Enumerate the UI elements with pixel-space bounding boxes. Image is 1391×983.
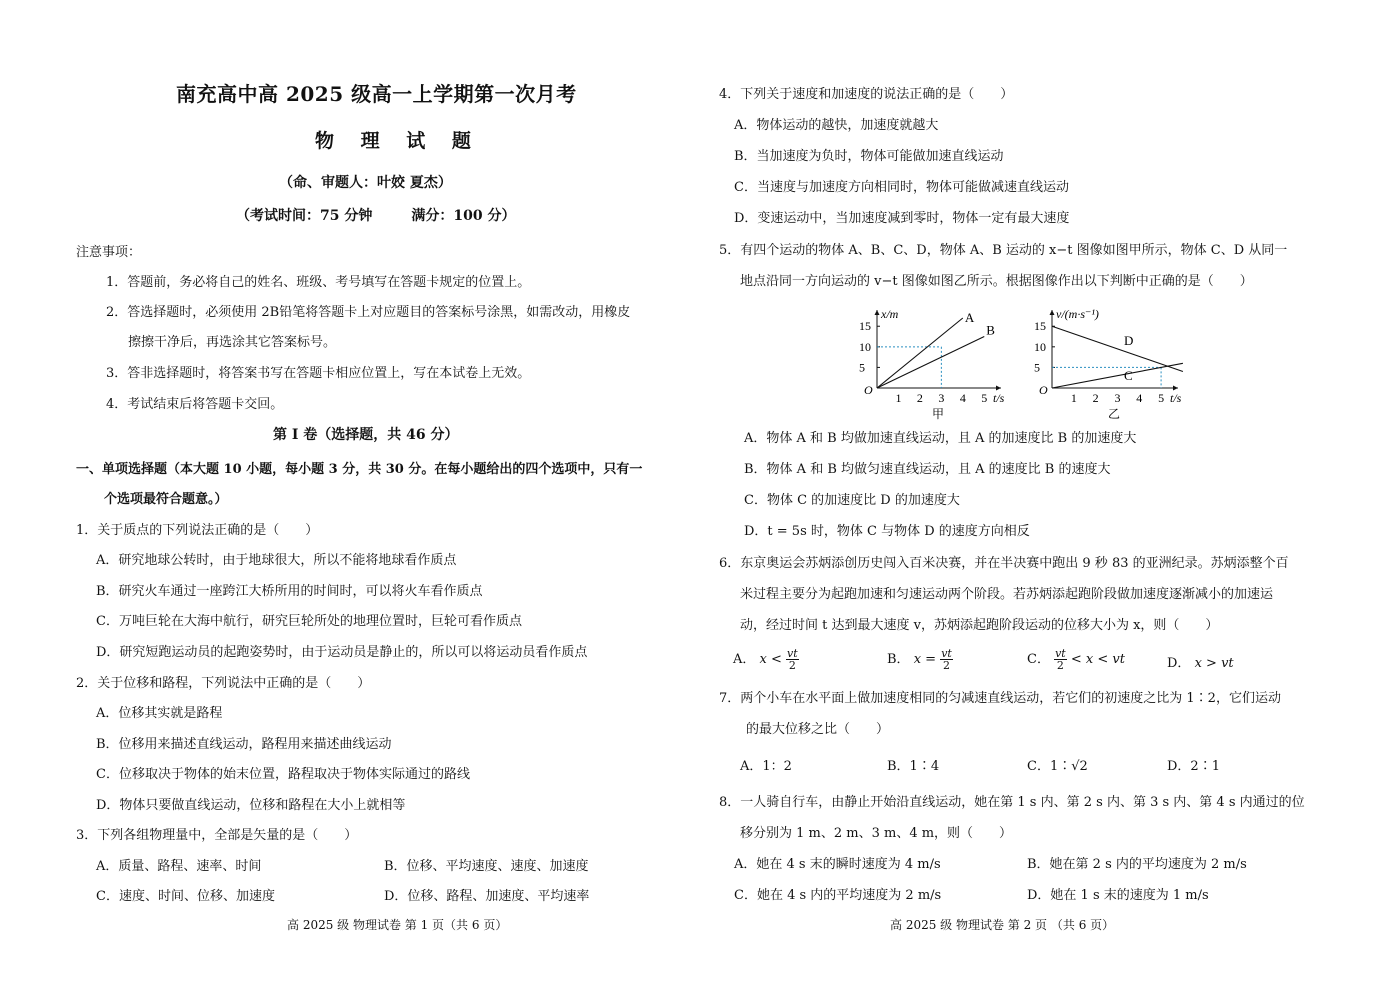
q1-option-b: B．研究火车通过一座跨江大桥所用的时间时，可以将火车看作质点 <box>96 584 483 599</box>
q5-option-c: C．物体 C 的加速度比 D 的加速度大 <box>744 493 960 508</box>
x-tick-label: 4 <box>1136 391 1143 405</box>
fraction: $\frac{vt}{2}$ <box>941 647 952 672</box>
x-axis-label: t/s <box>1170 391 1182 405</box>
exam-subtitle: 物 理 试 题 <box>315 130 481 152</box>
notice-item: 4．考试结束后将答题卡交回。 <box>106 397 284 412</box>
q5-option-d: D．t = 5s 时，物体 C 与物体 D 的速度方向相反 <box>744 524 1030 539</box>
section-heading: 一、单项选择题（本大题 10 小题，每小题 3 分，共 30 分。在每小题给出的四个选项中，只有一 <box>76 462 643 477</box>
y-tick-label: 10 <box>1034 339 1046 354</box>
y-tick-label: 15 <box>859 319 871 334</box>
chart-yi <box>1030 302 1190 424</box>
q6-stem-cont: 动，经过时间 t 达到最大速度 v，苏炳添起跑阶段运动的位移大小为 x，则（ ） <box>740 618 1219 633</box>
q6-stem-cont: 米过程主要分为起跑加速和匀速运动两个阶段。若苏炳添起跑阶段做加速度逐渐减小的加速运 <box>740 587 1274 602</box>
x-tick-label: 3 <box>1114 391 1121 405</box>
q1-stem: 1．关于质点的下列说法正确的是（ ） <box>76 523 319 538</box>
y-axis-label: v/(m·s⁻¹) <box>1056 307 1099 321</box>
origin-label: O <box>1039 383 1048 397</box>
q6-option-a <box>733 648 799 671</box>
exam-title: 南充高中高 2025 级高一上学期第一次月考 <box>176 82 577 106</box>
q1-option-d: D．研究短跑运动员的起跑姿势时，由于运动员是静止的，所以可以将运动员看作质点 <box>96 645 588 660</box>
page-footer: 高 2025 级 物理试卷 第 1 页（共 6 页） <box>287 918 508 932</box>
q8-option-a: A．她在 4 s 末的瞬时速度为 4 m/s <box>734 857 941 872</box>
y-tick-label: 5 <box>1034 360 1040 375</box>
option-expr: x > vt <box>1194 656 1234 671</box>
q8-stem-cont: 移分别为 1 m、2 m、3 m、4 m，则（ ） <box>740 826 1013 841</box>
notice-item: 1．答题前，务必将自己的姓名、班级、考号填写在答题卡规定的位置上。 <box>106 275 531 290</box>
q5-option-b: B．物体 A 和 B 均做匀速直线运动，且 A 的速度比 B 的速度大 <box>744 462 1111 477</box>
q2-stem: 2．关于位移和路程，下列说法中正确的是（ ） <box>76 676 371 691</box>
q1-option-a: A．研究地球公转时，由于地球很大，所以不能将地球看作质点 <box>96 553 457 568</box>
notice-heading: 注意事项： <box>76 245 142 260</box>
page-footer: 高 2025 级 物理试卷 第 2 页 （共 6 页） <box>890 918 1115 932</box>
q3-option-b: B．位移、平均速度、速度、加速度 <box>384 859 589 874</box>
q3-option-c: C．速度、时间、位移、加速度 <box>96 889 275 904</box>
series-label-a: A <box>964 310 975 325</box>
q6-option-b <box>887 648 953 671</box>
y-tick-label: 5 <box>859 360 865 375</box>
q4-stem: 4．下列关于速度和加速度的说法正确的是（ ） <box>719 87 1014 102</box>
notice-item: 2．答选择题时，必须使用 2B铅笔将答题卡上对应题目的答案标号涂黑，如需改动，用橡皮 <box>106 305 631 320</box>
option-label: B． <box>887 652 910 667</box>
origin-label: O <box>864 383 873 397</box>
q5-stem: 5．有四个运动的物体 A、B、C、D，物体 A、B 运动的 x−t 图像如图甲所示，物体 C、D 从同一 <box>719 243 1288 258</box>
q4-option-d: D．变速运动中，当加速度减到零时，物体一定有最大速度 <box>734 211 1070 226</box>
q5-option-a: A．物体 A 和 B 均做加速直线运动，且 A 的加速度比 B 的加速度大 <box>744 431 1137 446</box>
x-tick-label: 5 <box>1158 391 1165 405</box>
q4-option-b: B．当加速度为负时，物体可能做加速直线运动 <box>734 149 1004 164</box>
exam-info: （考试时间：75 分钟 满分：100 分） <box>236 208 516 224</box>
option-expr: x = <box>913 652 937 667</box>
q3-option-a: A．质量、路程、速率、时间 <box>96 859 262 874</box>
q8-option-c: C．她在 4 s 内的平均速度为 2 m/s <box>734 888 942 903</box>
series-label-d: D <box>1124 332 1134 348</box>
q1-option-c: C．万吨巨轮在大海中航行，研究巨轮所处的地理位置时，巨轮可看作质点 <box>96 614 522 629</box>
part-heading: 第 I 卷（选择题，共 46 分） <box>273 427 459 443</box>
q6-stem: 6．东京奥运会苏炳添创历史闯入百米决赛，并在半决赛中跑出 9 秒 83 的亚洲纪录。苏炳添整个百 <box>719 556 1289 571</box>
option-expr: < x < vt <box>1070 652 1125 667</box>
q8-stem: 8．一人骑自行车，由静止开始沿直线运动，她在第 1 s 内、第 2 s 内、第 3 s 内、第 4 s 内通过的位 <box>719 795 1305 810</box>
q7-option-d: D．2∶1 <box>1167 759 1220 774</box>
series-line-d <box>1052 326 1183 371</box>
q7-option-c: C．1∶√2 <box>1027 759 1088 774</box>
q5-stem-cont: 地点沿同一方向运动的 v−t 图像如图乙所示。根据图像作出以下判断中正确的是（ ） <box>740 274 1253 289</box>
q4-option-c: C．当速度与加速度方向相同时，物体可能做减速直线运动 <box>734 180 1069 195</box>
fraction: $\frac{vt}{2}$ <box>787 647 798 672</box>
x-tick-label: 3 <box>938 391 945 405</box>
q3-stem: 3．下列各组物理量中，全部是矢量的是（ ） <box>76 828 358 843</box>
y-axis-arrow <box>875 310 880 315</box>
q2-option-a: A．位移其实就是路程 <box>96 706 223 721</box>
series-label-b: B <box>986 322 995 338</box>
q4-option-a: A．物体运动的越快，加速度就越大 <box>734 118 939 133</box>
authors: （命、审题人：叶姣 夏杰） <box>279 175 452 191</box>
q2-option-b: B．位移用来描述直线运动，路程用来描述曲线运动 <box>96 737 392 752</box>
x-tick-label: 4 <box>959 391 966 405</box>
q2-option-c: C．位移取决于物体的始末位置，路程取决于物体实际通过的路线 <box>96 767 470 782</box>
option-label: A． <box>733 652 756 667</box>
x-tick-label: 1 <box>1070 391 1077 405</box>
chart-caption: 甲 <box>932 407 945 421</box>
y-axis-arrow <box>1050 310 1055 315</box>
q8-option-d: D．她在 1 s 末的速度为 1 m/s <box>1027 888 1209 903</box>
x-tick-label: 1 <box>895 391 902 405</box>
q7-stem-cont: 的最大位移之比（ ） <box>746 722 890 737</box>
option-label: C． <box>1027 652 1050 667</box>
notice-item: 3．答非选择题时，将答案书写在答题卡相应位置上，写在本试卷上无效。 <box>106 366 531 381</box>
x-tick-label: 5 <box>981 391 988 405</box>
q7-option-a: A．1：2 <box>740 759 792 774</box>
q6-option-d <box>1167 652 1234 671</box>
option-expr: x < <box>759 652 782 667</box>
q2-option-d: D．物体只要做直线运动，位移和路程在大小上就相等 <box>96 798 406 813</box>
q7-option-b: B．1∶4 <box>887 759 940 774</box>
q7-stem: 7．两个小车在水平面上做加速度相同的匀减速直线运动，若它们的初速度之比为 1∶2，它们运动 <box>719 691 1281 706</box>
y-tick-label: 10 <box>859 339 871 354</box>
option-label: D． <box>1167 656 1191 671</box>
x-axis-arrow <box>1173 386 1178 391</box>
x-axis-label: t/s <box>993 391 1005 405</box>
x-axis-arrow <box>996 386 1001 391</box>
chart-caption: 乙 <box>1108 407 1121 421</box>
y-tick-label: 15 <box>1034 319 1046 334</box>
y-axis-label: x/m <box>881 307 899 321</box>
x-tick-label: 2 <box>1092 391 1099 405</box>
section-heading-cont: 个选项最符合题意。） <box>104 492 228 507</box>
q3-option-d: D．位移、路程、加速度、平均速率 <box>384 889 590 904</box>
x-tick-label: 2 <box>916 391 923 405</box>
q6-option-c <box>1027 648 1125 671</box>
fraction: $\frac{vt}{2}$ <box>1055 647 1066 672</box>
chart-jia <box>855 302 1020 424</box>
notice-item: 擦擦干净后，再选涂其它答案标号。 <box>128 335 337 350</box>
series-label-c: C <box>1124 367 1133 383</box>
q8-option-b: B．她在第 2 s 内的平均速度为 2 m/s <box>1027 857 1247 872</box>
